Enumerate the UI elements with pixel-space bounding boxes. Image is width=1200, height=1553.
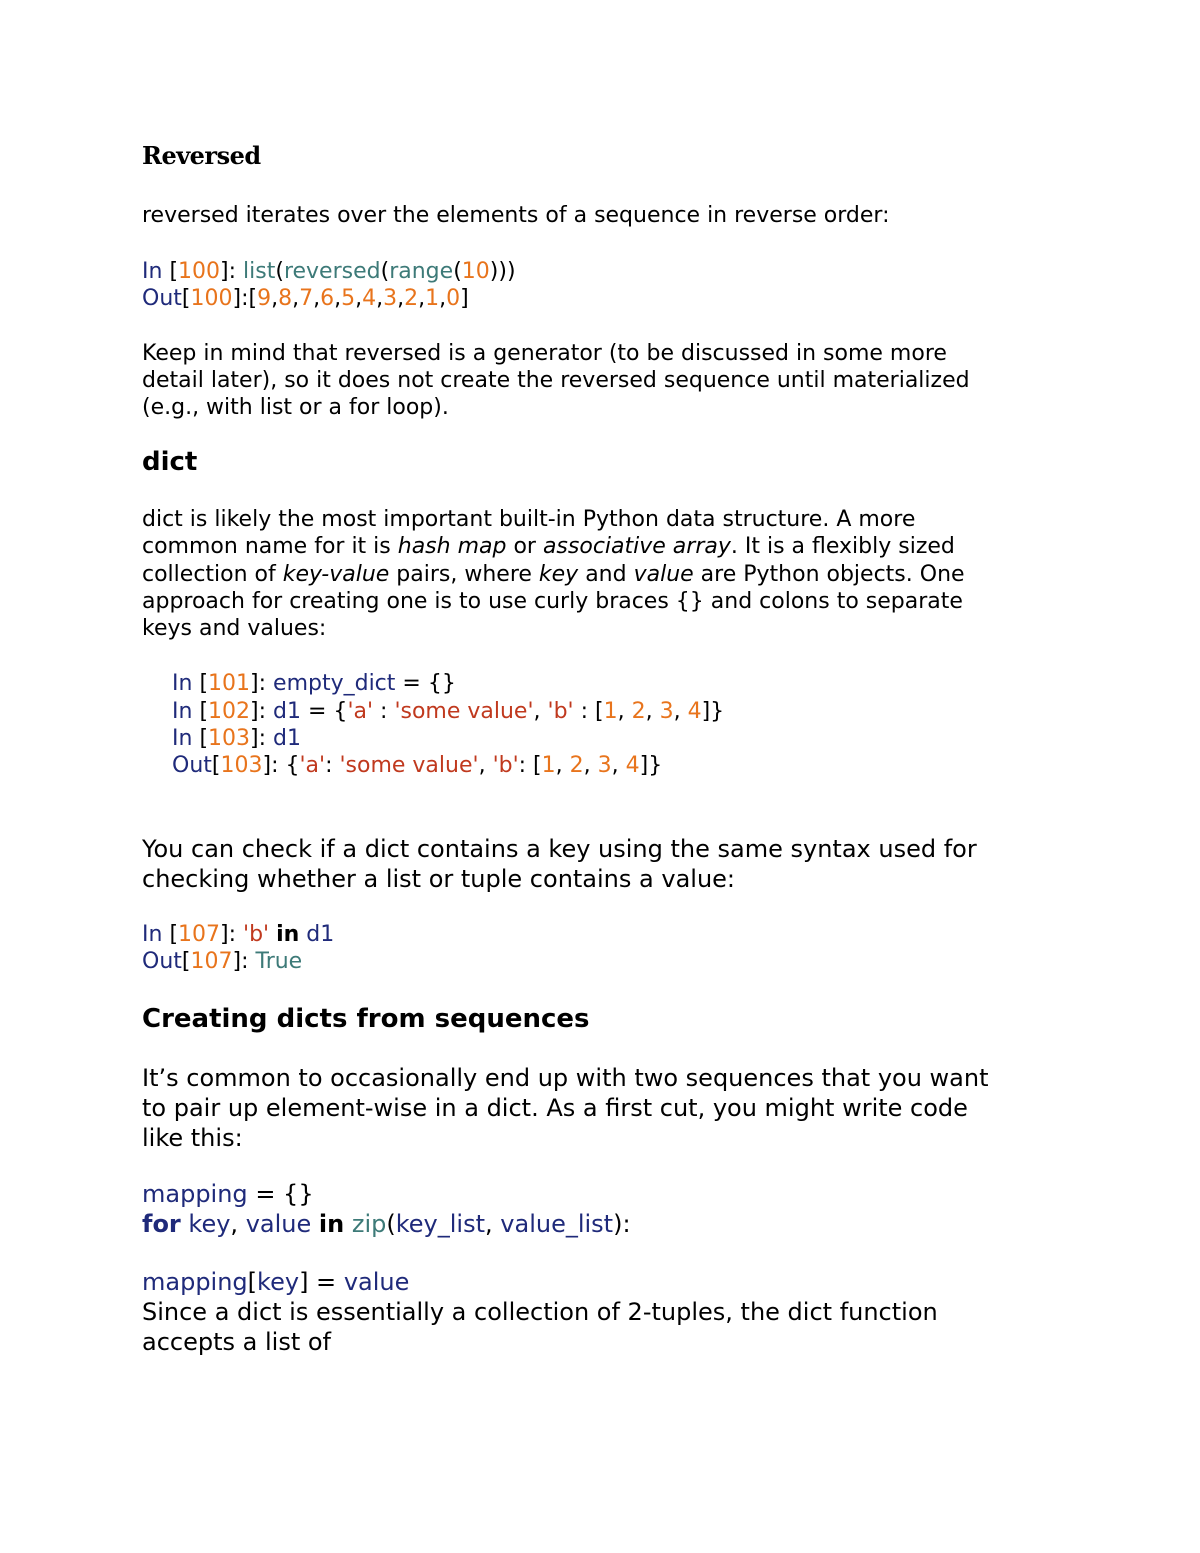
dict-para-line-2: common name for it is hash map or associative array. It is a flexibly sized	[142, 534, 955, 559]
reversed-note-line-2: detail later), so it does not create the reversed sequence until materialized	[142, 368, 970, 393]
code-line-for-loop: for key, value in zip(key_list, value_list):	[142, 1210, 631, 1238]
reversed-note-line-1: Keep in mind that reversed is a generator (to be discussed in some more	[142, 341, 947, 366]
code-line-in-101: In [101]: empty_dict = {}	[172, 671, 456, 696]
sequences-para-line-1: It’s common to occasionally end up with two sequences that you want	[142, 1064, 989, 1092]
sequences-tail-line-2: accepts a list of	[142, 1328, 331, 1356]
code-line-mapping-init: mapping = {}	[142, 1180, 314, 1208]
sequences-tail-line-1: Since a dict is essentially a collection of 2-tuples, the dict function	[142, 1298, 938, 1326]
section-title-dict: dict	[142, 447, 198, 477]
code-line-in-103: In [103]: d1	[172, 726, 301, 751]
dict-para-line-1: dict is likely the most important built-in Python data structure. A more	[142, 507, 916, 532]
code-line-out-103: Out[103]: {'a': 'some value', 'b': [1, 2, 3, 4]}	[172, 753, 663, 778]
code-line-in-107: In [107]: 'b' in d1	[142, 922, 335, 947]
section-title-reversed: Reversed	[142, 141, 261, 170]
section-title-creating-dicts: Creating dicts from sequences	[142, 1004, 590, 1034]
reversed-note-line-3: (e.g., with list or a for loop).	[142, 395, 449, 420]
dict-check-line-2: checking whether a list or tuple contains a value:	[142, 865, 736, 893]
code-line-in-100: In [100]: list(reversed(range(10)))	[142, 259, 516, 284]
dict-check-line-1: You can check if a dict contains a key using the same syntax used for	[142, 835, 977, 863]
dict-para-line-4: approach for creating one is to use curly braces {} and colons to separate	[142, 589, 963, 614]
code-line-out-107: Out[107]: True	[142, 949, 303, 974]
sequences-para-line-2: to pair up element-wise in a dict. As a first cut, you might write code	[142, 1094, 968, 1122]
code-line-mapping-assign: mapping[key] = value	[142, 1268, 410, 1296]
code-line-in-102: In [102]: d1 = {'a' : 'some value', 'b' : [1, 2, 3, 4]}	[172, 699, 725, 724]
sequences-para-line-3: like this:	[142, 1124, 243, 1152]
reversed-intro: reversed iterates over the elements of a sequence in reverse order:	[142, 203, 890, 228]
code-line-out-100: Out[100]:[9,8,7,6,5,4,3,2,1,0]	[142, 286, 469, 311]
dict-para-line-5: keys and values:	[142, 616, 327, 641]
dict-para-line-3: collection of key-value pairs, where key and value are Python objects. One	[142, 562, 965, 587]
